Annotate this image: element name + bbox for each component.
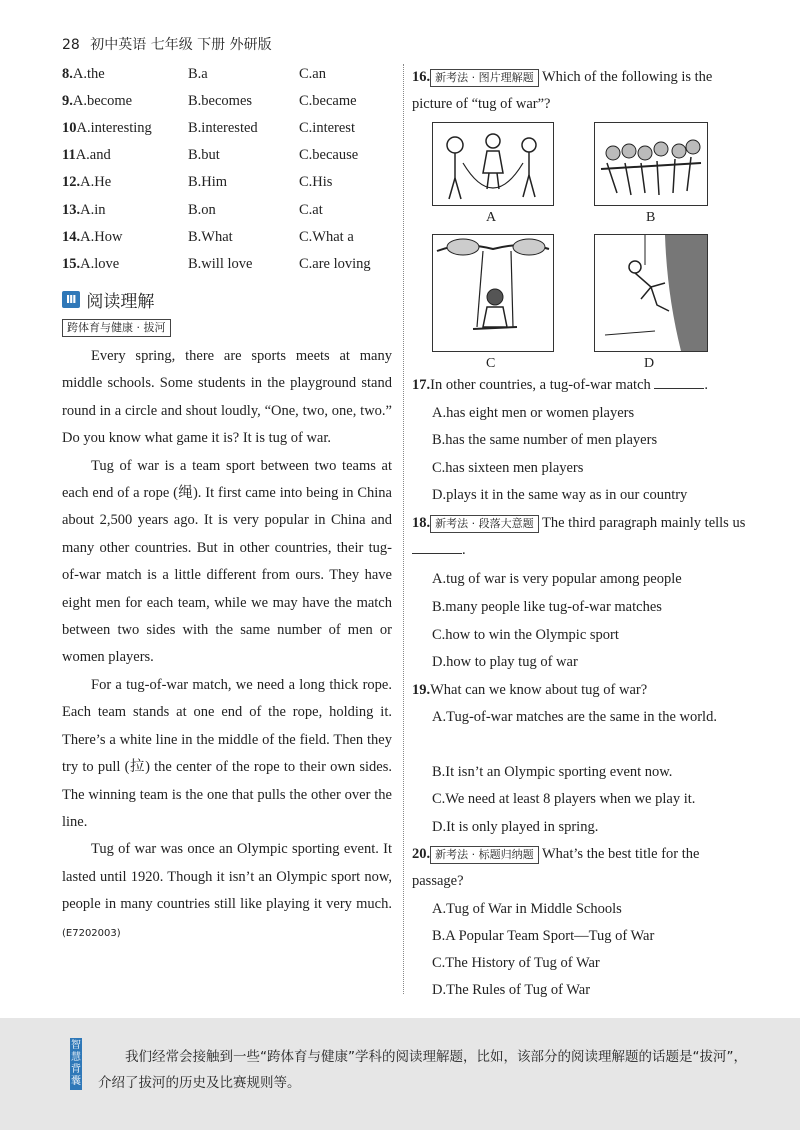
option-c: C.His xyxy=(299,174,333,190)
option-a xyxy=(62,174,111,191)
paragraph-4-text: Tug of war was once an Olympic sporting event. It lasted until 1920. Though it isn’t an Olympic sport now, people in many countries still like playing it very much. xyxy=(62,841,392,913)
option-b: B.but xyxy=(188,147,220,163)
picture-c-label: C xyxy=(486,356,496,371)
option-number: 8. xyxy=(62,66,73,82)
option-a-text: A.in xyxy=(80,202,106,218)
option-a xyxy=(62,229,122,246)
option-number: 12. xyxy=(62,174,81,190)
option-c: C.What a xyxy=(299,229,354,245)
question-20-option-b: B.A Popular Team Sport—Tug of War xyxy=(432,928,655,944)
question-17-option-c: C.has sixteen men players xyxy=(432,460,584,476)
question-16-number: 16. xyxy=(412,69,431,85)
picture-c-swing xyxy=(432,234,554,352)
question-19-option-a: A.Tug-of-war matches are the same in the world. xyxy=(432,709,717,725)
option-number: 14. xyxy=(62,229,81,245)
question-17 xyxy=(412,372,752,399)
question-19-text: What can we know about tug of war? xyxy=(430,682,648,698)
question-16 xyxy=(412,64,752,118)
question-19-number: 19. xyxy=(412,682,431,698)
passage-tag-label: 跨体育与健康 · 拔河 xyxy=(62,319,171,337)
tip-text: 我们经常会接触到一些“跨体育与健康”学科的阅读理解题，比如，该部分的阅读理解题的话题是“拔河”，介绍了拔河的历史及比赛规则等。 xyxy=(98,1049,747,1091)
option-b: B.on xyxy=(188,202,216,218)
question-20 xyxy=(412,841,752,895)
question-20-number: 20. xyxy=(412,846,431,862)
question-18-option-a: A.tug of war is very popular among people xyxy=(432,571,682,587)
question-19-option-c: C.We need at least 8 players when we play it. xyxy=(432,791,696,807)
question-20-text: What’s the best title for the passage? xyxy=(412,846,700,889)
cloze-option-row xyxy=(62,256,392,282)
picture-b-label: B xyxy=(646,210,656,225)
cloze-option-row xyxy=(62,147,392,173)
option-number: 13. xyxy=(62,202,81,218)
option-a-text: A.interesting xyxy=(76,120,152,136)
picture-a-label: A xyxy=(486,210,497,225)
picture-a-skipping xyxy=(432,122,554,206)
passage-tag xyxy=(62,318,171,337)
picture-d-label: D xyxy=(644,356,655,371)
option-a-text: A.become xyxy=(72,93,133,109)
column-divider xyxy=(403,64,404,994)
question-17-end: . xyxy=(704,377,709,393)
question-18-blank xyxy=(412,541,462,554)
option-b: B.Him xyxy=(188,174,228,190)
picture-b-tug-of-war xyxy=(594,122,708,206)
option-b: B.interested xyxy=(188,120,258,136)
cloze-option-row xyxy=(62,120,392,146)
option-a xyxy=(62,256,119,273)
page-header xyxy=(62,34,278,54)
question-20-tag: 新考法 · 标题归纳题 xyxy=(430,846,539,864)
question-19-option-b: B.It isn’t an Olympic sporting event now. xyxy=(432,764,673,780)
option-c: C.became xyxy=(299,93,357,109)
question-19 xyxy=(412,677,752,704)
option-a xyxy=(62,147,111,164)
option-c: C.are loving xyxy=(299,256,371,272)
reading-passage xyxy=(62,343,392,947)
question-17-option-a: A.has eight men or women players xyxy=(432,405,635,421)
question-16-text: Which of the following is the picture of “tug of war”? xyxy=(412,69,713,112)
cloze-option-row xyxy=(62,93,392,119)
tip-side-label: 智慧背囊 xyxy=(70,1038,82,1090)
option-b: B.becomes xyxy=(188,93,253,109)
question-18-text: The third paragraph mainly tells us xyxy=(542,515,746,531)
option-b: B.What xyxy=(188,229,233,245)
cloze-option-row xyxy=(62,174,392,200)
paragraph-2: Tug of war is a team sport between two teams at each end of a rope (绳). It first came into being in China about 2,500 years ago. It is very popular in China and many other countries. But in other countries, their tug-of-war match is a little different from ours. They have eight men for each team, while we may have the match between two sides with the same number of men or women players. xyxy=(62,457,392,666)
section-title xyxy=(62,287,154,312)
option-c: C.at xyxy=(299,202,323,218)
option-c: C.interest xyxy=(299,120,355,136)
book-title: 初中英语 七年级 下册 外研版 xyxy=(90,37,272,53)
cloze-option-row xyxy=(62,202,392,228)
question-18 xyxy=(412,510,752,564)
option-a-text: A.How xyxy=(80,229,123,245)
question-18-end: . xyxy=(462,542,466,558)
paragraph-3: For a tug-of-war match, we need a long thick rope. Each team stands at one end of the rope, holding it. There’s a white line in the middle of the field. Then they try to pull (拉) the center of the rope to their own sides. The winning team is the one that pulls the other over the line. xyxy=(62,676,392,830)
option-number: 15. xyxy=(62,256,81,272)
question-17-option-d: D.plays it in the same way as in our country xyxy=(432,487,688,503)
question-18-tag: 新考法 · 段落大意题 xyxy=(430,515,539,533)
option-number: 11 xyxy=(62,147,76,163)
question-17-text: In other countries, a tug-of-war match xyxy=(430,377,651,393)
option-a xyxy=(62,202,106,219)
question-17-number: 17. xyxy=(412,377,431,393)
question-20-option-a: A.Tug of War in Middle Schools xyxy=(432,901,622,917)
paragraph-4 xyxy=(62,836,392,947)
option-number: 10 xyxy=(62,120,77,136)
option-a-text: A.love xyxy=(80,256,120,272)
page-number: 28 xyxy=(62,37,80,53)
option-b: B.will love xyxy=(188,256,253,272)
question-16-tag: 新考法 · 图片理解题 xyxy=(430,69,539,87)
question-18-option-b: B.many people like tug-of-war matches xyxy=(432,599,662,615)
option-a xyxy=(62,93,132,110)
question-18-number: 18. xyxy=(412,515,431,531)
option-a xyxy=(62,66,105,83)
question-17-blank xyxy=(654,376,704,389)
question-19-option-d: D.It is only played in spring. xyxy=(432,819,599,835)
question-18-option-d: D.how to play tug of war xyxy=(432,654,578,670)
cloze-option-row xyxy=(62,229,392,255)
option-c: C.because xyxy=(299,147,359,163)
question-20-option-c: C.The History of Tug of War xyxy=(432,955,600,971)
option-a-text: A.He xyxy=(80,174,112,190)
passage-code: (E7202003) xyxy=(62,927,121,939)
question-17-option-b: B.has the same number of men players xyxy=(432,432,658,448)
section-badge: Ⅲ xyxy=(62,291,80,308)
section-title-text: 阅读理解 xyxy=(86,292,155,312)
paragraph-1: Every spring, there are sports meets at many middle schools. Some students in the playground stand round in a circle and shout loudly, “One, two, one, two.” Do you know what game it is? It is tug of war. xyxy=(62,348,392,447)
option-c: C.an xyxy=(299,66,326,82)
option-a xyxy=(62,120,152,137)
option-number: 9. xyxy=(62,93,73,109)
question-20-option-d: D.The Rules of Tug of War xyxy=(432,982,591,998)
option-a-text: A.the xyxy=(72,66,105,82)
cloze-option-row xyxy=(62,66,392,92)
picture-d-climbing xyxy=(594,234,708,352)
tip-footer xyxy=(0,1018,800,1130)
question-18-option-c: C.how to win the Olympic sport xyxy=(432,627,619,643)
option-b: B.a xyxy=(188,66,208,82)
option-a-text: A.and xyxy=(75,147,111,163)
